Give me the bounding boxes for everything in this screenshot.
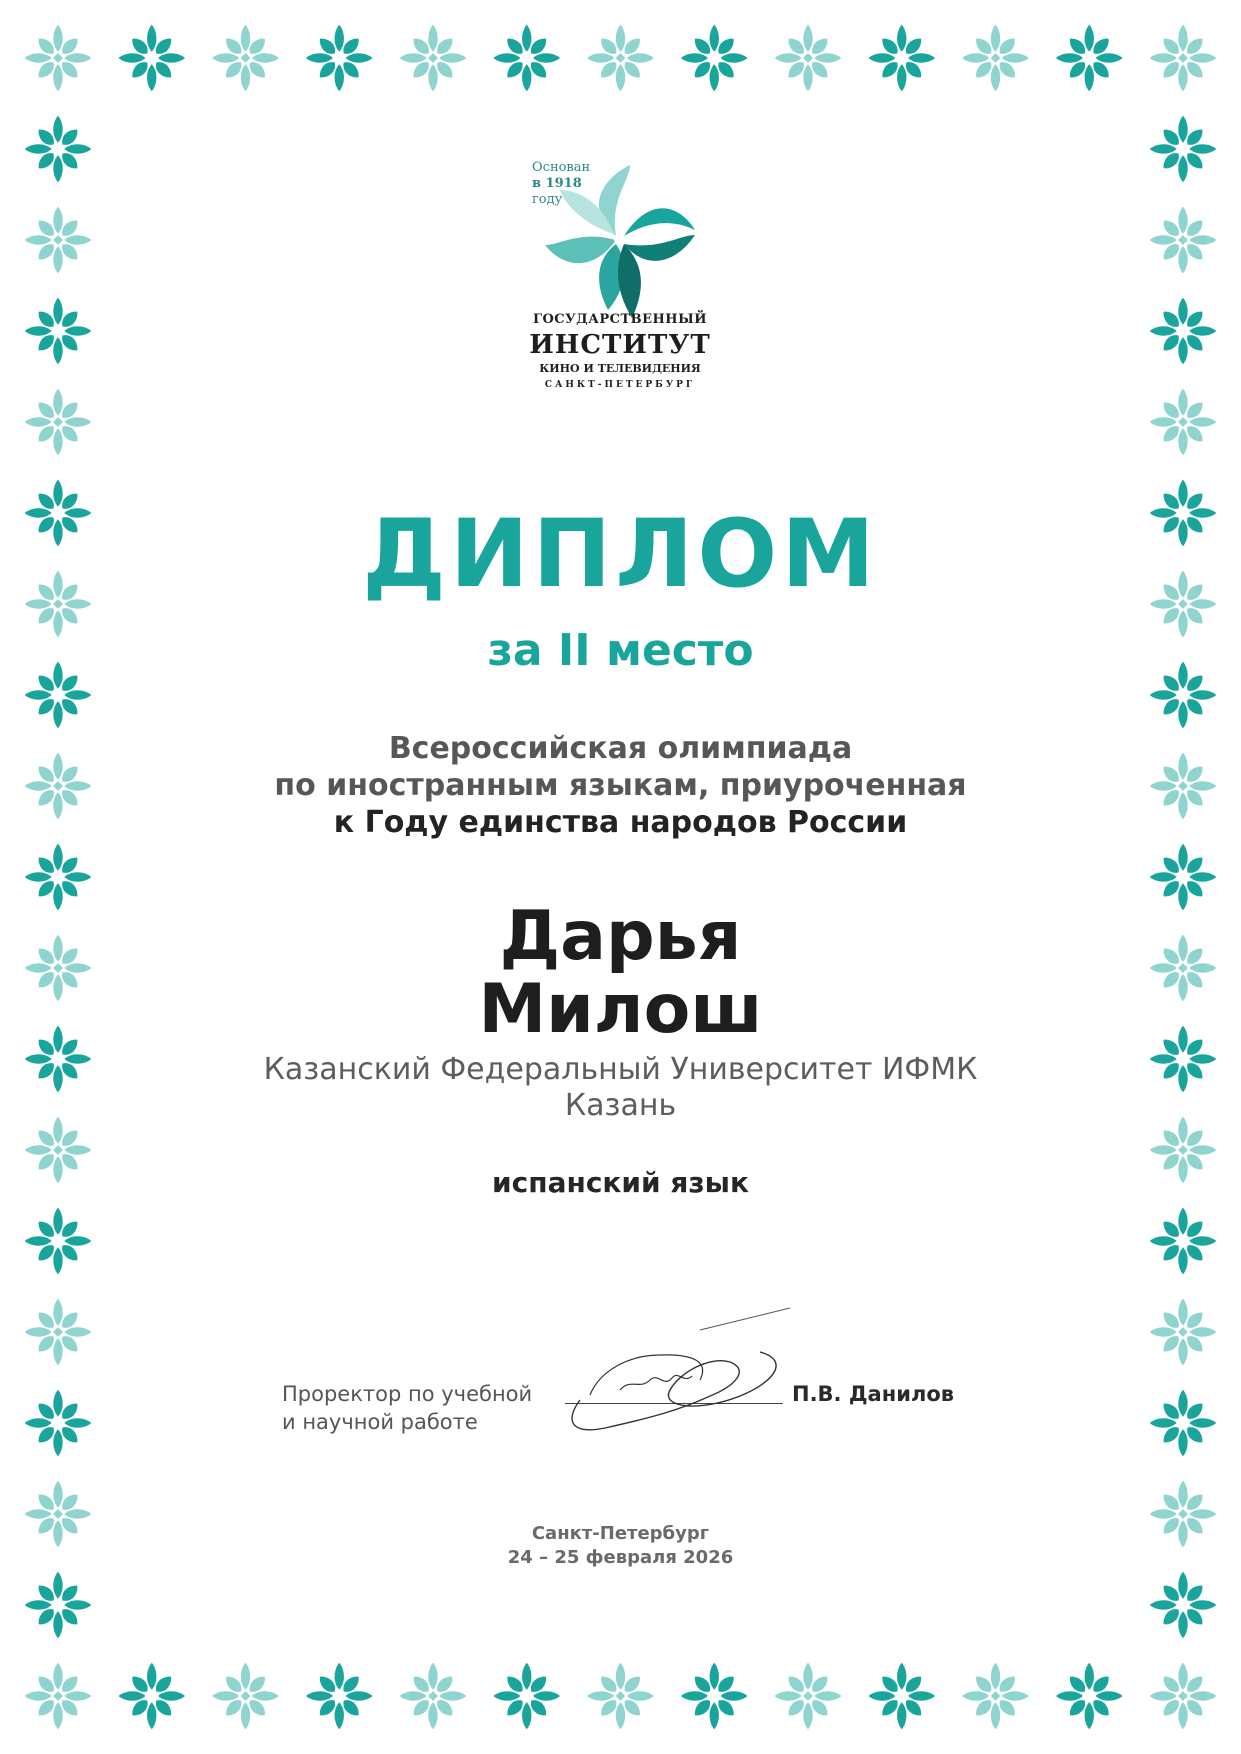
border-ornament [1150,1299,1217,1366]
footer-city: Санкт-Петербург [531,1523,710,1544]
border-ornament [25,1208,92,1275]
border-ornament [775,1663,842,1730]
border-ornament [212,25,279,92]
diploma-place: за II место [487,625,754,676]
signatory-name: П.В. Данилов [792,1382,955,1406]
signatory-role-line1: Проректор по учебной [282,1382,533,1406]
recipient-city: Казань [564,1088,677,1123]
border-ornament [1150,1663,1217,1730]
border-ornament [119,25,186,92]
border-ornament [1150,25,1217,92]
border-ornament [494,1663,561,1730]
border-ornament [25,389,92,456]
olympiad-line2: по иностранным языкам, приуроченная [274,768,967,803]
border-ornament [1150,298,1217,365]
border-ornament [1056,1663,1123,1730]
logo-line1: ГОСУДАРСТВЕННЫЙ [532,312,707,327]
logo-line3: КИНО И ТЕЛЕВИДЕНИЯ [539,362,701,375]
diploma-title: ДИПЛОМ [362,500,879,609]
star-logo-icon [520,150,720,450]
recipient-university: Казанский Федеральный Университет ИФМК [263,1052,978,1087]
recipient-first-name: Дарья [499,897,742,976]
handwritten-signature [560,1300,800,1440]
logo-founded-line2: в 1918 [532,176,582,191]
border-ornament [869,1663,936,1730]
border-ornament [1150,1572,1217,1639]
border-ornament [681,25,748,92]
border-ornament [1056,25,1123,92]
recipient-last-name: Милош [478,970,763,1049]
border-ornament [681,1663,748,1730]
logo-founded-line1: Основан [532,160,591,175]
border-ornament [587,1663,654,1730]
border-ornament [25,1663,92,1730]
border-ornament [25,207,92,274]
border-ornament [25,25,92,92]
signatory-role [282,1380,532,1436]
border-ornament [212,1663,279,1730]
signatory-role-line2: и научной работе [282,1410,478,1434]
olympiad-line3: к Году единства народов России [333,805,908,840]
border-ornament [962,1663,1029,1730]
border-ornament [400,25,467,92]
border-ornament [962,25,1029,92]
border-ornament [25,1299,92,1366]
logo-line4: САНКТ-ПЕТЕРБУРГ [544,380,696,390]
olympiad-line1: Всероссийская олимпиада [388,731,853,766]
border-ornament [306,25,373,92]
border-ornament [25,1572,92,1639]
border-ornament [25,298,92,365]
border-ornament [1150,207,1217,274]
border-ornament [587,25,654,92]
border-ornament [1150,116,1217,183]
border-ornament [494,25,561,92]
border-ornament [25,116,92,183]
border-ornament [869,25,936,92]
border-ornament [25,1390,92,1457]
border-ornament [775,25,842,92]
border-ornament [1150,1208,1217,1275]
logo-line2: ИНСТИТУТ [529,330,711,360]
border-ornament [119,1663,186,1730]
logo-founded-line3: году [532,192,563,207]
border-ornament [400,1663,467,1730]
border-ornament [1150,389,1217,456]
footer-date: 24 – 25 февраля 2026 [507,1547,734,1568]
olympiad-language: испанский язык [492,1166,749,1199]
border-ornament [306,1663,373,1730]
border-ornament [1150,1390,1217,1457]
